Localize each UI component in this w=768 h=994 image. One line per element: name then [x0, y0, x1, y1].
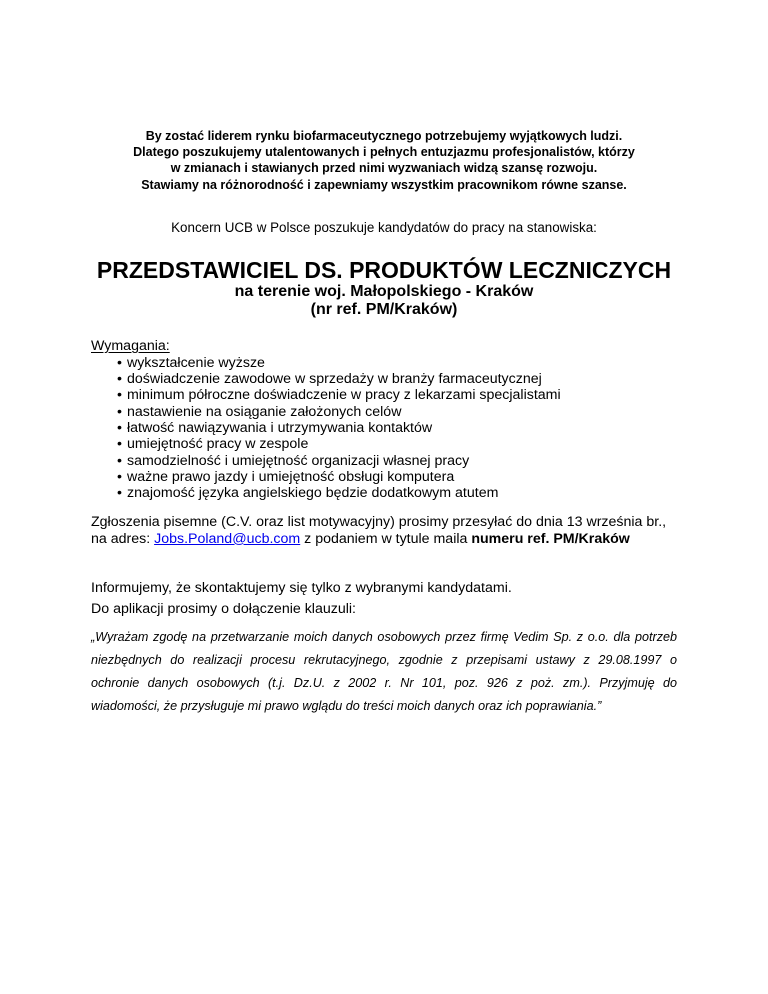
contact-note-line-1: Informujemy, że skontaktujemy się tylko z wybranymi kandydatami.	[91, 580, 512, 597]
requirement-item	[117, 404, 677, 420]
requirement-text: doświadczenie zawodowe w sprzedaży w branży farmaceutycznej	[126, 371, 542, 388]
consent-clause-line-1: „Wyrażam zgodę na przetwarzanie moich danych osobowych przez firmę Vedim Sp. z o.o. dla potrzeb	[91, 630, 677, 645]
intro-line-1: By zostać liderem rynku biofarmaceutycznego potrzebujemy wyjątkowych ludzi.	[145, 129, 623, 143]
requirement-text: wykształcenie wyższe	[126, 354, 265, 371]
application-line-2	[91, 531, 677, 547]
intro-line-4: Stawiamy na różnorodność i zapewniamy wszystkim pracownikom równe szanse.	[141, 177, 627, 192]
requirement-text: nastawienie na osiąganie założonych celów	[126, 403, 402, 420]
requirement-text: samodzielność i umiejętność organizacji własnej pracy	[126, 452, 470, 469]
requirement-item	[117, 485, 677, 501]
application-address-prefix: na adres:	[91, 530, 155, 547]
requirement-item	[117, 355, 677, 371]
requirement-item	[117, 453, 677, 469]
position-title: PRZEDSTAWICIEL DS. PRODUKTÓW LECZNICZYCH	[96, 256, 672, 283]
requirement-text: łatwość nawiązywania i utrzymywania kontaktów	[126, 420, 433, 436]
requirement-text: ważne prawo jazdy i umiejętność obsługi komputera	[126, 468, 455, 485]
ref-number-bold: numeru ref. PM/Kraków	[471, 530, 630, 547]
requirement-text: umiejętność pracy w zespole	[126, 436, 309, 453]
intro-line-3: w zmianach i stawianych przed nimi wyzwaniach widzą szansę rozwoju.	[170, 161, 598, 176]
intro-line-2: Dlatego poszukujemy utalentowanych i pełnych entuzjazmu profesjonalistów, którzy	[133, 145, 635, 160]
bullet-marker: •	[117, 354, 122, 371]
bullet-marker: •	[117, 371, 122, 388]
contact-note-line-2: Do aplikacji prosimy o dołączenie klauzuli:	[91, 600, 356, 617]
application-line-1: Zgłoszenia pisemne (C.V. oraz list motywacyjny) prosimy przesyłać do dnia 13 września br.,	[91, 514, 667, 531]
consent-clause-line-3: ochronie danych osobowych (t.j. Dz.U. z 2002 r. Nr 101, poz. 926 z poż. zm.). Przyjmuję do	[91, 676, 677, 691]
bullet-marker: •	[117, 485, 122, 502]
requirements-heading: Wymagania:	[91, 337, 170, 354]
bullet-marker: •	[117, 387, 122, 404]
requirement-text: minimum półroczne doświadczenie w pracy z lekarzami specjalistami	[126, 387, 561, 404]
intro-paragraph	[91, 128, 677, 193]
contact-note	[91, 578, 677, 619]
bullet-marker: •	[117, 468, 122, 485]
consent-clause-line-2: niezbędnych do realizacji procesu rekrutacyjnego, zgodnie z przepisami ustawy z 29.08.1997 o	[91, 653, 677, 668]
email-link[interactable]: Jobs.Poland@ucb.com	[154, 530, 301, 547]
bullet-marker: •	[117, 420, 122, 436]
application-subject-text: z podaniem w tytule maila	[300, 530, 472, 547]
company-intro-line: Koncern UCB w Polsce poszukuje kandydatów do pracy na stanowiska:	[171, 219, 597, 235]
requirement-text: znajomość języka angielskiego będzie dodatkowym atutem	[126, 485, 499, 502]
requirements-section	[91, 338, 677, 355]
requirement-item	[117, 371, 677, 387]
requirement-item	[117, 420, 677, 436]
requirements-list	[91, 355, 677, 502]
application-instructions	[91, 514, 677, 547]
position-ref: (nr ref. PM/Kraków)	[310, 300, 458, 318]
bullet-marker: •	[117, 452, 122, 469]
position-location: na terenie woj. Małopolskiego - Kraków	[234, 282, 534, 300]
document-content	[91, 0, 677, 718]
bullet-marker: •	[117, 436, 122, 453]
consent-clause-line-4: wiadomości, że przysługuje mi prawo wglądu do treści moich danych oraz ich poprawiania.”	[91, 699, 602, 714]
requirement-item	[117, 387, 677, 403]
requirement-item	[117, 469, 677, 485]
requirement-item	[117, 436, 677, 452]
consent-clause	[91, 626, 677, 718]
bullet-marker: •	[117, 403, 122, 420]
